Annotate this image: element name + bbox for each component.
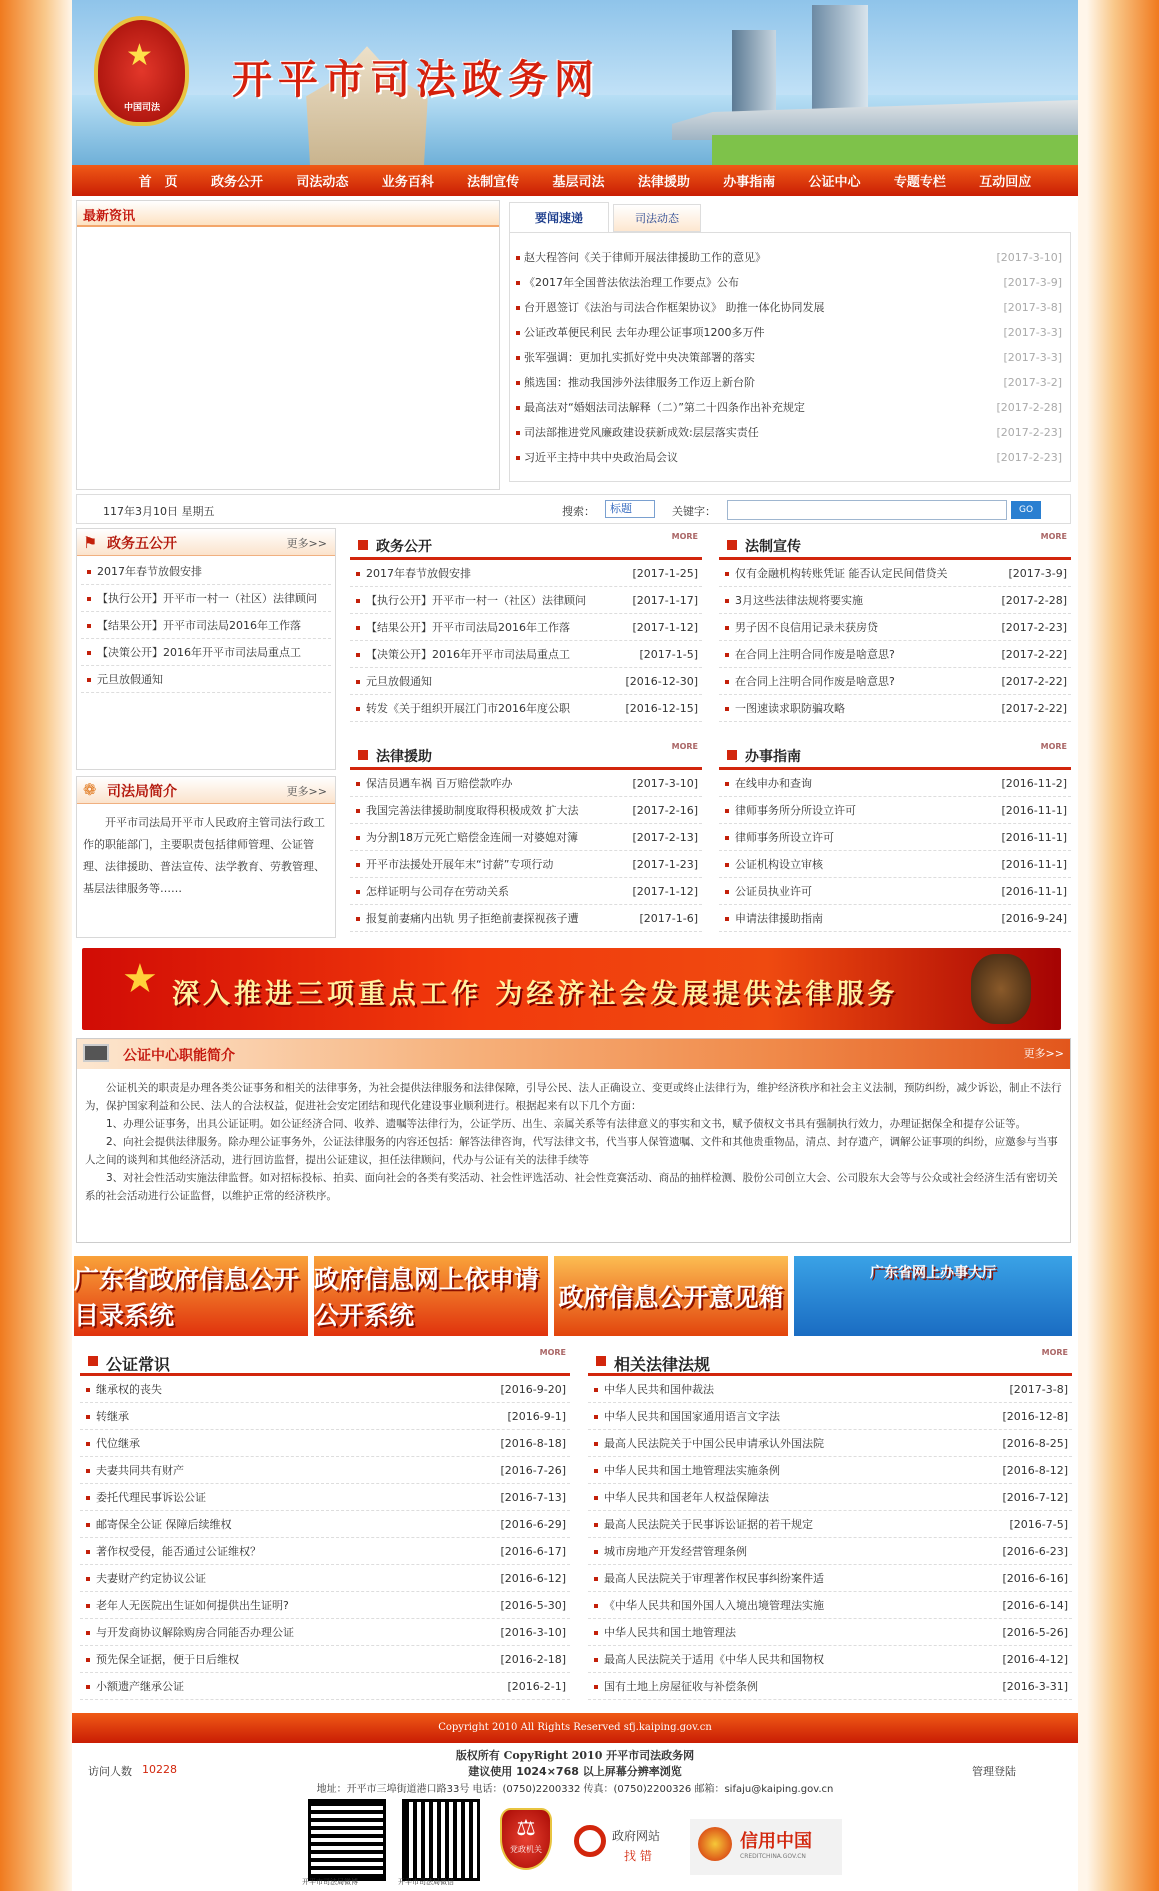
item-title: 律师事务所设立许可 — [735, 831, 834, 844]
item-title: 保洁员遇车祸 百万赔偿款咋办 — [366, 777, 513, 790]
xgfg-section — [588, 1346, 1072, 1693]
gear-icon: ❁ — [83, 780, 97, 799]
search-select[interactable]: 标题 — [605, 500, 655, 518]
zwgk-item[interactable] — [350, 587, 702, 614]
fzxc-item[interactable] — [719, 641, 1071, 668]
nav-interaction[interactable]: 互动回应 — [979, 175, 1032, 190]
fzxc-title: 法制宣传 — [745, 539, 801, 555]
item-date: [2016-7-5] — [1009, 1518, 1068, 1531]
news-item[interactable] — [510, 295, 1070, 320]
footer-bar: Copyright 2010 All Rights Reserved sfj.kaiping.gov.cn — [72, 1713, 1078, 1743]
gov-five-more[interactable]: 更多>> — [286, 537, 327, 550]
nav-special[interactable]: 专题专栏 — [893, 175, 946, 190]
item-title: 【结果公开】开平市司法局2016年工作落 — [366, 621, 570, 634]
item-date: [2016-2-18] — [500, 1653, 566, 1666]
fzxc-more[interactable]: MORE — [1040, 532, 1067, 541]
gzcs-item[interactable] — [80, 1619, 570, 1646]
news-item[interactable] — [510, 245, 1070, 270]
link-gd-service-hall[interactable] — [794, 1256, 1072, 1336]
credit-sub-label: CREDITCHINA.GOV.CN — [740, 1853, 806, 1860]
intro-more[interactable]: 更多>> — [286, 785, 327, 798]
xgfg-list — [588, 1376, 1072, 1700]
item-title: 小额遗产继承公证 — [96, 1680, 184, 1693]
item-title: 台开恩签订《法治与司法合作框架协议》 助推一体化协同发展 — [524, 301, 825, 314]
bszn-item[interactable] — [719, 770, 1071, 797]
item-title: 申请法律援助指南 — [735, 912, 823, 925]
item-title: 公证机构设立审核 — [735, 858, 823, 871]
item-title: 最高人民法院关于审理著作权民事纠纷案件适 — [604, 1572, 824, 1585]
item-date: [2017-1-6] — [639, 912, 698, 925]
fzxc-item[interactable] — [719, 668, 1071, 695]
zwgk-item[interactable] — [350, 560, 702, 587]
party-badge-label: 党政机关 — [510, 1845, 542, 1854]
bszn-more[interactable]: MORE — [1040, 742, 1067, 751]
star-icon: ★ — [122, 956, 158, 1002]
item-date: [2017-1-5] — [639, 648, 698, 661]
item-title: 委托代理民事诉讼公证 — [96, 1491, 206, 1504]
gov-five-item[interactable] — [81, 639, 331, 666]
credit-label: 信用中国 — [740, 1831, 812, 1852]
gov-five-list — [77, 556, 335, 695]
zwgk-title: 政务公开 — [376, 539, 432, 555]
gzcs-section — [80, 1346, 570, 1693]
page — [72, 0, 1078, 1891]
item-date: [2017-3-8] — [1003, 301, 1062, 314]
notary-text — [77, 1069, 1070, 1215]
item-date: [2017-1-23] — [632, 858, 698, 871]
gov-five-item[interactable] — [81, 585, 331, 612]
item-date: [2017-3-9] — [1003, 276, 1062, 289]
item-title: 习近平主持中共中央政治局会议 — [524, 451, 678, 464]
party-badge-icon: ⚖ — [516, 1816, 536, 1841]
item-date: [2016-11-1] — [1001, 885, 1067, 898]
item-date: [2016-3-10] — [500, 1626, 566, 1639]
news-item[interactable] — [510, 420, 1070, 445]
item-title: 报复前妻痛内出轨 男子拒绝前妻探视孩子遭 — [366, 912, 579, 925]
site-title: 开平市司法政务网 — [232, 56, 600, 103]
news-list — [510, 233, 1070, 470]
xgfg-item[interactable] — [588, 1619, 1072, 1646]
item-date: [2016-11-1] — [1001, 858, 1067, 871]
nav-grassroots[interactable]: 基层司法 — [552, 175, 605, 190]
item-title: 夫妻共同共有财产 — [96, 1464, 184, 1477]
zwgk-list — [350, 560, 702, 722]
tab-judicial[interactable]: 司法动态 — [613, 204, 701, 232]
credit-china-badge[interactable] — [690, 1819, 842, 1875]
nav-gov-affairs[interactable]: 政务公开 — [211, 175, 264, 190]
flyz-list — [350, 770, 702, 932]
nav-judicial-news[interactable]: 司法动态 — [296, 175, 349, 190]
item-title: 在线申办和查询 — [735, 777, 812, 790]
gzcs-item[interactable] — [80, 1565, 570, 1592]
item-title: 最高人民法院关于中国公民申请承认外国法院 — [604, 1437, 824, 1450]
bszn-item[interactable] — [719, 905, 1071, 932]
item-title: 男子因不良信用记录未获房贷 — [735, 621, 878, 634]
item-title: 著作权受侵，能否通过公证维权？ — [96, 1545, 261, 1558]
go-button[interactable]: GO — [1011, 501, 1041, 519]
gzcs-more[interactable]: MORE — [539, 1348, 566, 1357]
address-line: 地址：开平市三埠街道港口路33号 电话：(0750)2200332 传真：(0750)2200326 邮箱：sifaju@kaiping.gov.cn — [316, 1784, 834, 1795]
gov-five-title: 政务五公开 — [107, 536, 177, 552]
item-title: 公证改革便民利民 去年办理公证事项1200多万件 — [524, 326, 765, 339]
link-opinion-box[interactable]: 政府信息公开意见箱 — [554, 1256, 788, 1336]
item-date: [2016-2-1] — [507, 1680, 566, 1693]
gov-five-item[interactable] — [81, 666, 331, 693]
intro-panel — [76, 776, 336, 938]
item-title: 与开发商协议解除购房合同能否办理公证 — [96, 1626, 294, 1639]
xgfg-item[interactable] — [588, 1592, 1072, 1619]
gzcs-list — [80, 1376, 570, 1700]
gov-five-item[interactable] — [81, 558, 331, 585]
item-title: 最高人民法院关于适用《中华人民共和国物权 — [604, 1653, 824, 1666]
item-title: 中华人民共和国老年人权益保障法 — [604, 1491, 769, 1504]
fzxc-section — [719, 530, 1071, 730]
item-date: [2017-2-22] — [1001, 675, 1067, 688]
gzcs-item[interactable] — [80, 1403, 570, 1430]
flyz-item[interactable] — [350, 824, 702, 851]
flyz-item[interactable] — [350, 878, 702, 905]
admin-login-link[interactable]: 管理登陆 — [972, 1765, 1016, 1778]
xgfg-item[interactable] — [588, 1538, 1072, 1565]
zwgk-item[interactable] — [350, 641, 702, 668]
bszn-item[interactable] — [719, 851, 1071, 878]
item-date: [2016-4-12] — [1002, 1653, 1068, 1666]
section-icon — [358, 750, 368, 760]
flyz-item[interactable] — [350, 797, 702, 824]
gov-five-panel — [76, 528, 336, 770]
item-title: 3月这些法律法规将要实施 — [735, 594, 863, 607]
item-title: 预先保全证据，便于日后维权 — [96, 1653, 239, 1666]
item-title: 中华人民共和国土地管理法 — [604, 1626, 736, 1639]
item-date: [2016-6-14] — [1002, 1599, 1068, 1612]
flyz-more[interactable]: MORE — [671, 742, 698, 751]
item-date: [2017-1-12] — [632, 621, 698, 634]
gzcs-item[interactable] — [80, 1376, 570, 1403]
xgfg-item[interactable] — [588, 1673, 1072, 1700]
bszn-item[interactable] — [719, 878, 1071, 905]
bszn-item[interactable] — [719, 797, 1071, 824]
news-item[interactable] — [510, 370, 1070, 395]
news-item[interactable] — [510, 395, 1070, 420]
item-date: [2017-1-25] — [632, 567, 698, 580]
item-date: [2017-3-3] — [1003, 326, 1062, 339]
item-title: 转发《关于组织开展江门市2016年度公职 — [366, 702, 570, 715]
flag-icon: ⚑ — [83, 533, 98, 552]
item-title: 仅有金融机构转账凭证 能否认定民间借贷关 — [735, 567, 948, 580]
item-title: 中华人民共和国国家通用语言文字法 — [604, 1410, 780, 1423]
notary-more[interactable]: 更多>> — [1023, 1047, 1064, 1060]
bszn-section — [719, 740, 1071, 940]
national-emblem-icon — [698, 1827, 732, 1861]
keyword-input[interactable] — [727, 500, 1007, 520]
zwgk-item[interactable] — [350, 614, 702, 641]
item-title: 中华人民共和国仲裁法 — [604, 1383, 714, 1396]
item-title: 律师事务所分所设立许可 — [735, 804, 856, 817]
lion-icon — [971, 954, 1031, 1024]
item-title: 怎样证明与公司存在劳动关系 — [366, 885, 509, 898]
item-date: [2017-2-22] — [1001, 648, 1067, 661]
party-gov-badge[interactable] — [500, 1808, 552, 1870]
section-icon — [88, 1356, 98, 1366]
news-item[interactable] — [510, 270, 1070, 295]
item-date: [2016-6-29] — [500, 1518, 566, 1531]
slogan-banner — [82, 948, 1061, 1030]
zwgk-more[interactable]: MORE — [671, 532, 698, 541]
gzcs-item[interactable] — [80, 1646, 570, 1673]
intro-text: 开平市司法局开平市人民政府主管司法行政工作的职能部门，主要职责包括律师管理、公证管理、法律援助、普法宣传、法学教育、劳教管理、基层法律服务等…… — [83, 816, 325, 895]
item-title: 中华人民共和国土地管理法实施条例 — [604, 1464, 780, 1477]
gov-find-label: 政府网站 — [612, 1829, 661, 1843]
item-date: [2017-3-10] — [996, 251, 1062, 264]
item-date: [2016-11-1] — [1001, 831, 1067, 844]
zwgk-item[interactable] — [350, 668, 702, 695]
item-title: 【决策公开】2016年开平市司法局重点工 — [366, 648, 570, 661]
xgfg-item[interactable] — [588, 1511, 1072, 1538]
notary-paragraph: 3、对社会性活动实施法律监督。如对招标投标、拍卖、面向社会的各类有奖活动、社会性评选活动、社会性竞赛活动、商品的抽样检测、股份公司创立大会、公司股东大会等与公众或社会经济生活有密切关系的社会活动进行公证监督，以维护正常的经济秩序。 — [85, 1172, 1058, 1202]
item-date: [2016-9-24] — [1001, 912, 1067, 925]
item-date: [2017-2-22] — [1001, 702, 1067, 715]
item-date: [2017-1-12] — [632, 885, 698, 898]
gzcs-item[interactable] — [80, 1592, 570, 1619]
item-date: [2016-9-20] — [500, 1383, 566, 1396]
item-date: [2016-8-18] — [500, 1437, 566, 1450]
item-title: 元旦放假通知 — [97, 673, 163, 686]
item-date: [2017-2-28] — [996, 401, 1062, 414]
main-nav — [72, 165, 1078, 196]
item-title: 【执行公开】开平市一村一（社区）法律顾问 — [366, 594, 586, 607]
gzcs-title: 公证常识 — [106, 1355, 171, 1374]
item-title: 继承权的丧失 — [96, 1383, 162, 1396]
item-date: [2016-6-23] — [1002, 1545, 1068, 1558]
item-title: 最高法对“婚姻法司法解释（二）”第二十四条作出补充规定 — [524, 401, 805, 414]
section-icon — [727, 540, 737, 550]
item-title: 元旦放假通知 — [366, 675, 432, 688]
item-title: 城市房地产开发经营管理条例 — [604, 1545, 747, 1558]
xgfg-item[interactable] — [588, 1646, 1072, 1673]
item-date: [2017-2-23] — [1001, 621, 1067, 634]
item-title: 【执行公开】开平市一村一（社区）法律顾问 — [97, 592, 317, 605]
item-title: 转继承 — [96, 1410, 129, 1423]
item-date: [2017-2-16] — [632, 804, 698, 817]
xgfg-more[interactable]: MORE — [1041, 1348, 1068, 1357]
flyz-item[interactable] — [350, 905, 702, 932]
item-title: 司法部推进党风廉政建设获新成效:层层落实责任 — [524, 426, 759, 439]
gzcs-item[interactable] — [80, 1673, 570, 1700]
item-date: [2016-6-16] — [1002, 1572, 1068, 1585]
item-date: [2016-7-12] — [1002, 1491, 1068, 1504]
latest-title: 最新资讯 — [83, 209, 136, 224]
flyz-item[interactable] — [350, 851, 702, 878]
item-date: [2016-6-12] — [500, 1572, 566, 1585]
item-date: [2016-3-31] — [1002, 1680, 1068, 1693]
item-date: [2016-12-30] — [625, 675, 698, 688]
nav-legal-aid[interactable]: 法律援助 — [637, 175, 690, 190]
fzxc-item[interactable] — [719, 587, 1071, 614]
item-date: [2016-11-2] — [1001, 777, 1067, 790]
flyz-title: 法律援助 — [376, 749, 432, 765]
news-panel — [509, 200, 1071, 490]
zwgk-item[interactable] — [350, 695, 702, 722]
item-title: 《2017年全国普法依法治理工作要点》公布 — [524, 276, 739, 289]
fzxc-item[interactable] — [719, 560, 1071, 587]
banner-text: 深入推进三项重点工作 为经济社会发展提供法律服务 — [172, 979, 899, 1010]
section-icon — [727, 750, 737, 760]
item-date: [2017-3-8] — [1009, 1383, 1068, 1396]
keyword-label: 关键字： — [672, 505, 716, 518]
header-banner — [72, 0, 1078, 165]
xgfg-item[interactable] — [588, 1376, 1072, 1403]
wechat-qr-label: 开平市司法局微信 — [398, 1878, 454, 1886]
link-online-apply[interactable]: 政府信息网上依申请公开系统 — [314, 1256, 548, 1336]
tab-news[interactable]: 要闻速递 — [509, 202, 609, 232]
item-title: 最高人民法院关于民事诉讼证据的若干规定 — [604, 1518, 813, 1531]
item-date: [2017-2-13] — [632, 831, 698, 844]
gzcs-item[interactable] — [80, 1484, 570, 1511]
gzcs-item[interactable] — [80, 1430, 570, 1457]
item-title: 开平市法援处开展年末“讨薪”专项行动 — [366, 858, 554, 871]
gzcs-item[interactable] — [80, 1538, 570, 1565]
gov-find2-label: 找 错 — [624, 1849, 652, 1863]
news-item[interactable] — [510, 445, 1070, 470]
item-title: 【决策公开】2016年开平市司法局重点工 — [97, 646, 301, 659]
item-title: 我国完善法律援助制度取得积极成效 扩大法 — [366, 804, 579, 817]
magnifier-icon — [574, 1825, 606, 1857]
xgfg-title: 相关法律法规 — [614, 1355, 711, 1374]
item-title: 国有土地上房屋征收与补偿条例 — [604, 1680, 758, 1693]
intro-title: 司法局简介 — [107, 784, 177, 800]
nav-notary[interactable]: 公证中心 — [808, 175, 861, 190]
item-title: 代位继承 — [96, 1437, 140, 1450]
item-title: 夫妻财产约定协议公证 — [96, 1572, 206, 1585]
bszn-list — [719, 770, 1071, 932]
item-title: 【结果公开】开平市司法局2016年工作落 — [97, 619, 301, 632]
gd-hall-label: 广东省网上办事大厅 — [870, 1265, 996, 1281]
xgfg-item[interactable] — [588, 1403, 1072, 1430]
weibo-qr-label: 开平市司法局微博 — [302, 1878, 358, 1886]
item-date: [2017-3-10] — [632, 777, 698, 790]
gov-site-error-badge[interactable] — [574, 1821, 674, 1871]
nav-business[interactable]: 业务百科 — [381, 175, 434, 190]
item-date: [2017-3-2] — [1003, 376, 1062, 389]
latest-panel — [76, 200, 500, 490]
item-title: 在合同上注明合同作废是啥意思? — [735, 648, 895, 661]
item-date: [2017-3-3] — [1003, 351, 1062, 364]
item-title: 在合同上注明合同作废是啥意思? — [735, 675, 895, 688]
wechat-qr-icon — [402, 1799, 480, 1881]
item-date: [2017-3-9] — [1008, 567, 1067, 580]
xgfg-item[interactable] — [588, 1457, 1072, 1484]
item-date: [2016-9-1] — [507, 1410, 566, 1423]
item-date: [2016-12-8] — [1002, 1410, 1068, 1423]
nav-home[interactable]: 首 页 — [138, 175, 178, 190]
notary-paragraph: 公证机关的职责是办理各类公证事务和相关的法律事务，为社会提供法律服务和法律保障，引导公民、法人正确设立、变更或终止法律行为，维护经济秩序和社会主义法制，预防纠纷，减少诉讼，制止不法行为，保护国家利益和公民、法人的合法权益，促进社会安定团结和现代化建设事业顺利进行。根据起来有以下几个方面： — [85, 1082, 1062, 1112]
fzxc-item[interactable] — [719, 614, 1071, 641]
gzcs-item[interactable] — [80, 1457, 570, 1484]
footer-info — [72, 1743, 1078, 1891]
item-title: 邮寄保全公证 保障后续维权 — [96, 1518, 232, 1531]
section-icon — [596, 1356, 606, 1366]
item-date: [2017-2-23] — [996, 426, 1062, 439]
flyz-section — [350, 740, 702, 940]
item-title: 《中华人民共和国外国人入境出境管理法实施 — [604, 1599, 824, 1612]
item-date: [2016-6-17] — [500, 1545, 566, 1558]
section-icon — [358, 540, 368, 550]
item-date: [2016-11-1] — [1001, 804, 1067, 817]
item-date: [2016-7-13] — [500, 1491, 566, 1504]
resolution-line: 建议使用 1024×768 以上屏幕分辨率浏览 — [468, 1765, 682, 1778]
news-item[interactable] — [510, 345, 1070, 370]
search-bar — [76, 494, 1071, 524]
notary-paragraph: 1、办理公证事务，出具公证证明。如公证经济合同、收养、遗嘱等法律行为，公证学历、出生、亲属关系等有法律意义的事实和文书，赋予债权文书具有强制执行效力，办理证据保全和提存公证等。 — [106, 1118, 1027, 1130]
notary-paragraph: 2、向社会提供法律服务。除办理公证事务外，公证法律服务的内容还包括：解答法律咨询，代写法律文书，代当事人保管遗嘱、文件和其他贵重物品，清点、封存遗产，调解公证事项的纠纷，应邀参与当事人之间的谈判和其他经济活动，进行回访监督，提出公证建议，担任法律顾问，代办与公证有关的法律手续等 — [85, 1136, 1058, 1166]
item-date: [2016-7-26] — [500, 1464, 566, 1477]
xgfg-item[interactable] — [588, 1430, 1072, 1457]
judicial-emblem-icon: ★ 中国司法 — [94, 16, 189, 126]
visits-label: 访问人数 — [88, 1765, 132, 1778]
item-title: 老年人无医院出生证如何提供出生证明? — [96, 1599, 289, 1612]
copyright-line: 版权所有 CopyRight 2010 开平市司法政务网 — [455, 1749, 695, 1762]
fzxc-list — [719, 560, 1071, 722]
item-date: [2016-5-26] — [1002, 1626, 1068, 1639]
weibo-qr-icon — [308, 1799, 386, 1881]
item-date: [2016-5-30] — [500, 1599, 566, 1612]
notary-title: 公证中心职能简介 — [123, 1048, 235, 1064]
emblem-text: 中国司法 — [123, 103, 160, 113]
nav-guide[interactable]: 办事指南 — [723, 175, 776, 190]
zwgk-section — [350, 530, 702, 730]
link-gd-catalog[interactable]: 广东省政府信息公开目录系统 — [74, 1256, 308, 1336]
visits-count: 10228 — [142, 1763, 177, 1776]
monitor-icon — [83, 1044, 109, 1062]
item-title: 一图速读求职防骗攻略 — [735, 702, 845, 715]
item-date: [2017-1-17] — [632, 594, 698, 607]
xgfg-item[interactable] — [588, 1484, 1072, 1511]
item-date: [2016-8-25] — [1002, 1437, 1068, 1450]
xgfg-item[interactable] — [588, 1565, 1072, 1592]
item-title: 公证员执业许可 — [735, 885, 812, 898]
fzxc-item[interactable] — [719, 695, 1071, 722]
item-title: 张军强调：更加扎实抓好党中央决策部署的落实 — [524, 351, 755, 364]
bszn-item[interactable] — [719, 824, 1071, 851]
item-title: 为分割18万元死亡赔偿金连闹一对婆媳对簿 — [366, 831, 578, 844]
news-item[interactable] — [510, 320, 1070, 345]
item-title: 赵大程答问《关于律师开展法律援助工作的意见》 — [524, 251, 766, 264]
item-date: [2016-12-15] — [625, 702, 698, 715]
date-text: 117年3月10日 星期五 — [103, 505, 215, 518]
item-title: 2017年春节放假安排 — [97, 565, 202, 578]
gzcs-item[interactable] — [80, 1511, 570, 1538]
bszn-title: 办事指南 — [745, 749, 801, 765]
notary-panel — [76, 1038, 1071, 1243]
gov-five-item[interactable] — [81, 612, 331, 639]
item-title: 熊选国：推动我国涉外法律服务工作迈上新台阶 — [524, 376, 755, 389]
item-title: 2017年春节放假安排 — [366, 567, 471, 580]
nav-legal-publicity[interactable]: 法制宣传 — [467, 175, 520, 190]
flyz-item[interactable] — [350, 770, 702, 797]
search-label: 搜索： — [562, 505, 595, 518]
item-date: [2017-2-23] — [996, 451, 1062, 464]
item-date: [2017-2-28] — [1001, 594, 1067, 607]
item-date: [2016-8-12] — [1002, 1464, 1068, 1477]
